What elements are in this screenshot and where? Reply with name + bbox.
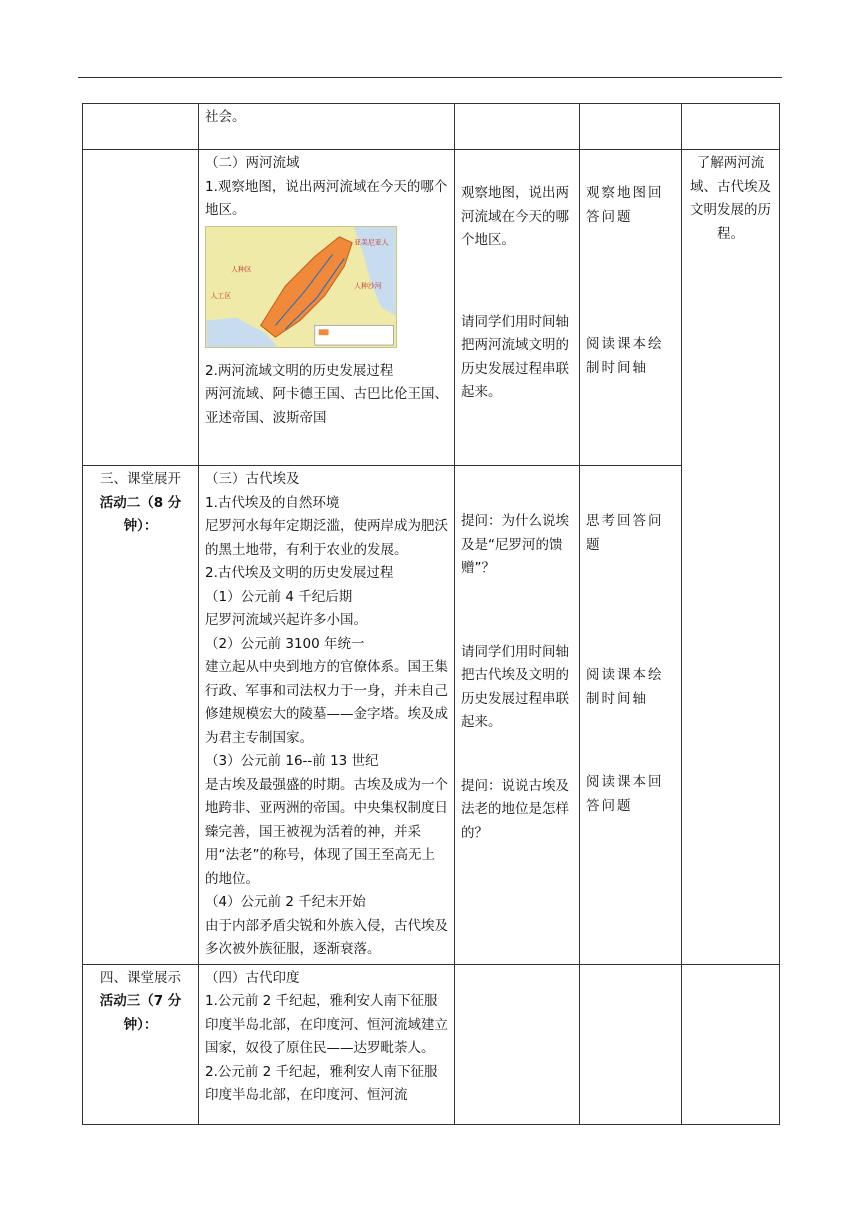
- section-heading: （四）古代印度: [205, 969, 300, 986]
- svg-text:人工区: 人工区: [210, 291, 232, 300]
- section-heading: （二）两河流域: [205, 155, 300, 171]
- content-text: 建立起从中央到地方的官僚体系。国王集行政、军事和司法权力于一身，并未自己修建规模宏大的陵墓——金字塔。埃及成为君主专制国家。: [205, 659, 448, 746]
- goal-cell: [682, 150, 780, 965]
- teacher-cell: [455, 466, 580, 965]
- teacher-activity: 提问：为什么说埃及是“尼罗河的馈赠”？: [461, 513, 569, 576]
- student-activity: 思考回答问题: [586, 513, 664, 553]
- content-text: 是古埃及最强盛的时期。古埃及成为一个地跨非、亚两洲的帝国。中央集权制度日臻完善，国王被视为活着的神，并采用“法老”的称号，体现了国王至高无上的地位。: [205, 776, 448, 887]
- goal-text: 了解两河流域、古代埃及文明发展的历程。: [690, 155, 771, 242]
- student-activity: 观察地图回答问题: [586, 185, 664, 225]
- student-cell: [580, 104, 682, 150]
- content-cell-india: [199, 964, 455, 1124]
- svg-text:亚美尼亚人: 亚美尼亚人: [354, 238, 389, 247]
- stage-activity: 活动二（8 分钟）：: [99, 494, 182, 534]
- header-rule: [78, 77, 782, 78]
- content-text: 2.古代埃及文明的历史发展过程: [205, 565, 394, 581]
- content-text: 由于内部矛盾尖锐和外族入侵，古代埃及多次被外族征服，逐渐衰落。: [205, 917, 448, 957]
- lesson-table: [82, 103, 780, 1125]
- stage-cell: [83, 466, 199, 965]
- student-activity: 阅读课本绘制时间轴: [586, 667, 664, 707]
- table-row: [83, 104, 780, 150]
- student-cell: [580, 150, 682, 466]
- content-text: 2.公元前 2 千纪起，雅利安人南下征服印度半岛北部，在印度河、恒河流: [205, 1063, 438, 1103]
- stage-title: 四、课堂展示: [100, 969, 181, 986]
- content-text: 社会。: [205, 109, 246, 125]
- content-text: 1.公元前 2 千纪起，雅利安人南下征服印度半岛北部，在印度河、恒河流域建立国家，奴役了原住民——达罗毗荼人。: [205, 993, 448, 1056]
- question-text: 1.观察地图，说出两河流域在今天的哪个地区。: [205, 178, 448, 218]
- teacher-activity: 提问：说说古埃及法老的地位是怎样的？: [461, 777, 569, 841]
- table-row: [83, 466, 780, 965]
- svg-text:人种区: 人种区: [231, 264, 252, 273]
- teacher-cell: [455, 150, 580, 466]
- stage-cell: [83, 104, 199, 150]
- table-row: [83, 964, 780, 1124]
- content-text: 尼罗河水每年定期泛滥，使两岸成为肥沃的黑土地带，有利于农业的发展。: [205, 518, 448, 558]
- content-cell-two-rivers: [199, 150, 455, 466]
- content-text: 尼罗河流域兴起许多小国。: [205, 612, 367, 628]
- content-text: （1）公元前 4 千纪后期: [205, 588, 353, 605]
- question-text: 2.两河流域文明的历史发展过程: [205, 362, 394, 379]
- teacher-cell: [455, 104, 580, 150]
- teacher-activity: 请同学们用时间轴把两河流域文明的历史发展过程串联起来。: [461, 313, 569, 400]
- content-cell: [199, 104, 455, 150]
- goal-cell: [682, 964, 780, 1124]
- stage-cell: [83, 150, 199, 466]
- map-figure: [205, 226, 448, 352]
- stage-cell: [83, 964, 199, 1124]
- content-cell-egypt: [199, 466, 455, 965]
- student-activity: 阅读课本回答问题: [586, 774, 664, 814]
- svg-text:人种沙河: 人种沙河: [354, 281, 382, 290]
- stage-activity: 活动三（7 分钟）：: [99, 993, 182, 1033]
- content-text: （2）公元前 3100 年统一: [205, 635, 365, 652]
- goal-cell: [682, 104, 780, 150]
- two-rivers-map: [205, 226, 397, 348]
- content-text: （3）公元前 16--前 13 世纪: [205, 753, 379, 769]
- student-cell: [580, 466, 682, 965]
- stage-title: 三、课堂展开: [100, 471, 181, 487]
- teacher-activity: 观察地图，说出两河流域在今天的哪个地区。: [461, 185, 569, 248]
- teacher-activity: 请同学们用时间轴把古代埃及文明的历史发展过程串联起来。: [461, 643, 569, 730]
- student-activity: 阅读课本绘制时间轴: [586, 336, 664, 376]
- content-text: （4）公元前 2 千纪末开始: [205, 894, 366, 910]
- student-cell: [580, 964, 682, 1124]
- table-row: [83, 150, 780, 466]
- teacher-cell: [455, 964, 580, 1124]
- section-heading: （三）古代埃及: [205, 471, 300, 487]
- content-text: 1.古代埃及的自然环境: [205, 494, 340, 511]
- answer-text: 两河流域、阿卡德王国、古巴比伦王国、亚述帝国、波斯帝国: [205, 386, 448, 426]
